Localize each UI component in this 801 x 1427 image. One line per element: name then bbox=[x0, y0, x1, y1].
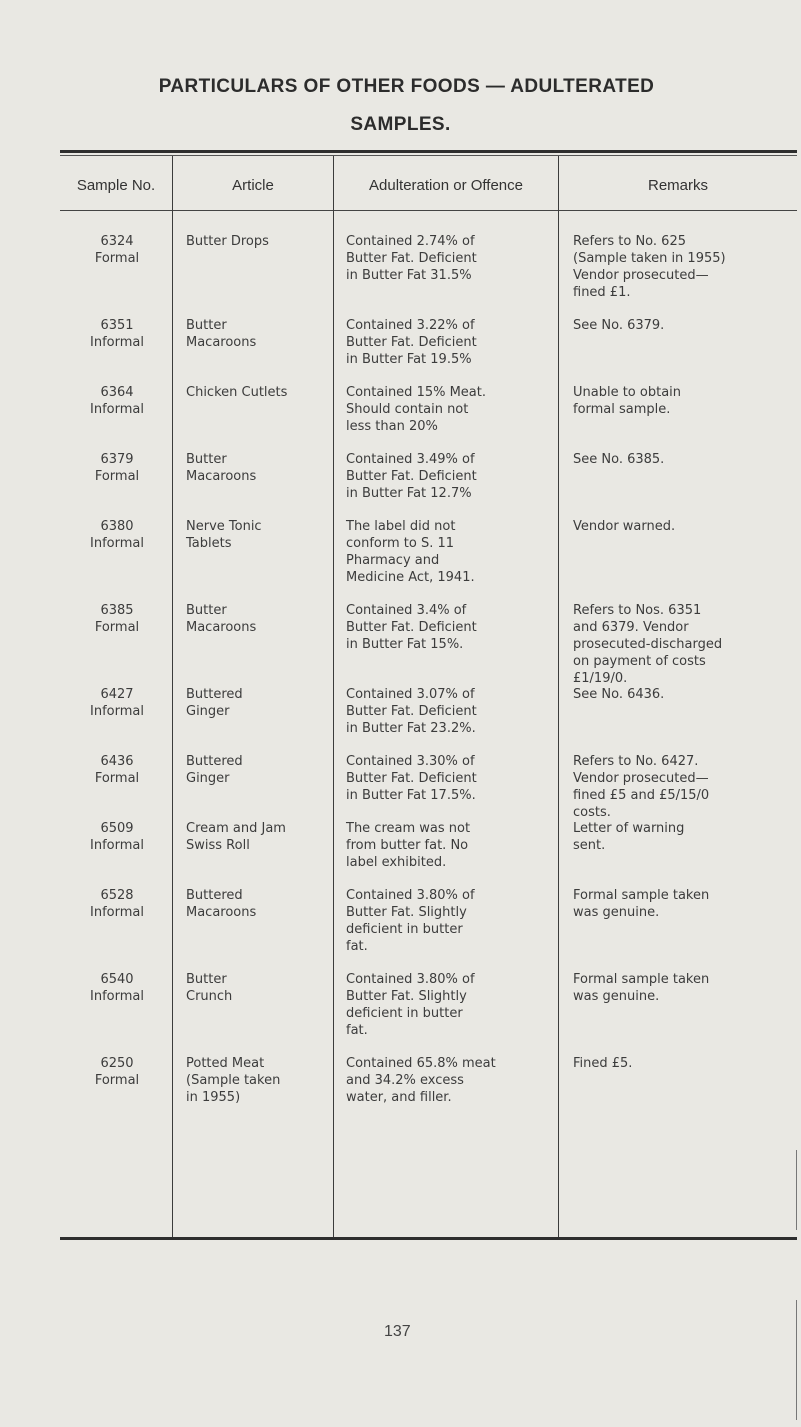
cell-remarks: Formal sample taken was genuine. bbox=[573, 888, 710, 920]
cell-offence: Contained 2.74% of Butter Fat. Deficient in Butter Fat 31.5% bbox=[346, 234, 477, 283]
cell-article: Butter Crunch bbox=[186, 972, 233, 1004]
cell-offence: The label did not conform to S. 11 Pharmacy and Medicine Act, 1941. bbox=[346, 519, 475, 585]
cell-remarks: See No. 6379. bbox=[573, 318, 665, 333]
table-header-rule bbox=[60, 210, 797, 211]
cell-article: Nerve Tonic Tablets bbox=[186, 519, 262, 551]
table-top-rule-inner bbox=[60, 155, 797, 156]
cell-offence: Contained 3.80% of Butter Fat. Slightly deficient in butter fat. bbox=[346, 972, 475, 1038]
cell-offence: Contained 15% Meat. Should contain not less than 20% bbox=[346, 385, 487, 434]
cell-offence: Contained 3.22% of Butter Fat. Deficient in Butter Fat 19.5% bbox=[346, 318, 477, 367]
cell-offence: The cream was not from butter fat. No label exhibited. bbox=[346, 821, 471, 870]
cell-sample-no: 6250 Formal bbox=[94, 1056, 140, 1088]
page-subtitle: SAMPLES. bbox=[350, 114, 451, 135]
scan-edge-mark bbox=[796, 1300, 797, 1420]
cell-remarks: Vendor warned. bbox=[573, 519, 676, 534]
cell-offence: Contained 3.07% of Butter Fat. Deficient in Butter Fat 23.2%. bbox=[346, 687, 477, 736]
cell-article: Chicken Cutlets bbox=[186, 385, 288, 400]
cell-remarks: Refers to No. 6427. Vendor prosecuted— fined £5 and £5/15/0 costs. bbox=[573, 754, 710, 820]
cell-sample-no: 6364 Informal bbox=[90, 385, 144, 417]
page-title: PARTICULARS OF OTHER FOODS — ADULTERATED bbox=[158, 76, 655, 97]
table-bottom-rule bbox=[60, 1237, 797, 1240]
cell-article: Cream and Jam Swiss Roll bbox=[186, 821, 286, 853]
cell-sample-no: 6380 Informal bbox=[90, 519, 144, 551]
cell-remarks: Refers to No. 625 (Sample taken in 1955) Vendor prosecuted— fined £1. bbox=[573, 234, 726, 300]
scan-edge-mark bbox=[796, 1150, 797, 1230]
cell-remarks: Fined £5. bbox=[573, 1056, 633, 1071]
column-header-remarks: Remarks bbox=[647, 177, 708, 194]
column-header-article: Article bbox=[232, 177, 274, 194]
column-header-sample: Sample No. bbox=[76, 177, 156, 194]
cell-sample-no: 6379 Formal bbox=[94, 452, 140, 484]
cell-offence: Contained 3.4% of Butter Fat. Deficient in Butter Fat 15%. bbox=[346, 603, 477, 652]
cell-article: Butter Macaroons bbox=[186, 318, 257, 350]
cell-remarks: Refers to Nos. 6351 and 6379. Vendor prosecuted-discharged on payment of costs £1/19/0. bbox=[573, 603, 723, 686]
cell-article: Potted Meat (Sample taken in 1955) bbox=[186, 1056, 281, 1105]
cell-sample-no: 6540 Informal bbox=[90, 972, 144, 1004]
cell-remarks: Letter of warning sent. bbox=[573, 821, 685, 853]
cell-sample-no: 6351 Informal bbox=[90, 318, 144, 350]
cell-offence: Contained 65.8% meat and 34.2% excess water, and filler. bbox=[346, 1056, 496, 1105]
cell-article: Butter Drops bbox=[186, 234, 269, 249]
cell-remarks: Formal sample taken was genuine. bbox=[573, 972, 710, 1004]
cell-sample-no: 6436 Formal bbox=[94, 754, 140, 786]
cell-article: Buttered Macaroons bbox=[186, 888, 257, 920]
cell-remarks: Unable to obtain formal sample. bbox=[573, 385, 682, 417]
cell-article: Buttered Ginger bbox=[186, 754, 243, 786]
cell-remarks: See No. 6385. bbox=[573, 452, 665, 467]
cell-offence: Contained 3.30% of Butter Fat. Deficient in Butter Fat 17.5%. bbox=[346, 754, 477, 803]
cell-article: Butter Macaroons bbox=[186, 603, 257, 635]
cell-sample-no: 6324 Formal bbox=[94, 234, 140, 266]
cell-offence: Contained 3.80% of Butter Fat. Slightly deficient in butter fat. bbox=[346, 888, 475, 954]
cell-sample-no: 6528 Informal bbox=[90, 888, 144, 920]
table-top-rule bbox=[60, 150, 797, 153]
cell-sample-no: 6509 Informal bbox=[90, 821, 144, 853]
cell-remarks: See No. 6436. bbox=[573, 687, 665, 702]
column-divider bbox=[558, 156, 559, 1237]
page-number: 137 bbox=[384, 1323, 411, 1340]
column-header-offence: Adulteration or Offence bbox=[369, 177, 523, 194]
cell-sample-no: 6427 Informal bbox=[90, 687, 144, 719]
cell-sample-no: 6385 Formal bbox=[94, 603, 140, 635]
cell-article: Buttered Ginger bbox=[186, 687, 243, 719]
cell-offence: Contained 3.49% of Butter Fat. Deficient in Butter Fat 12.7% bbox=[346, 452, 477, 501]
cell-article: Butter Macaroons bbox=[186, 452, 257, 484]
